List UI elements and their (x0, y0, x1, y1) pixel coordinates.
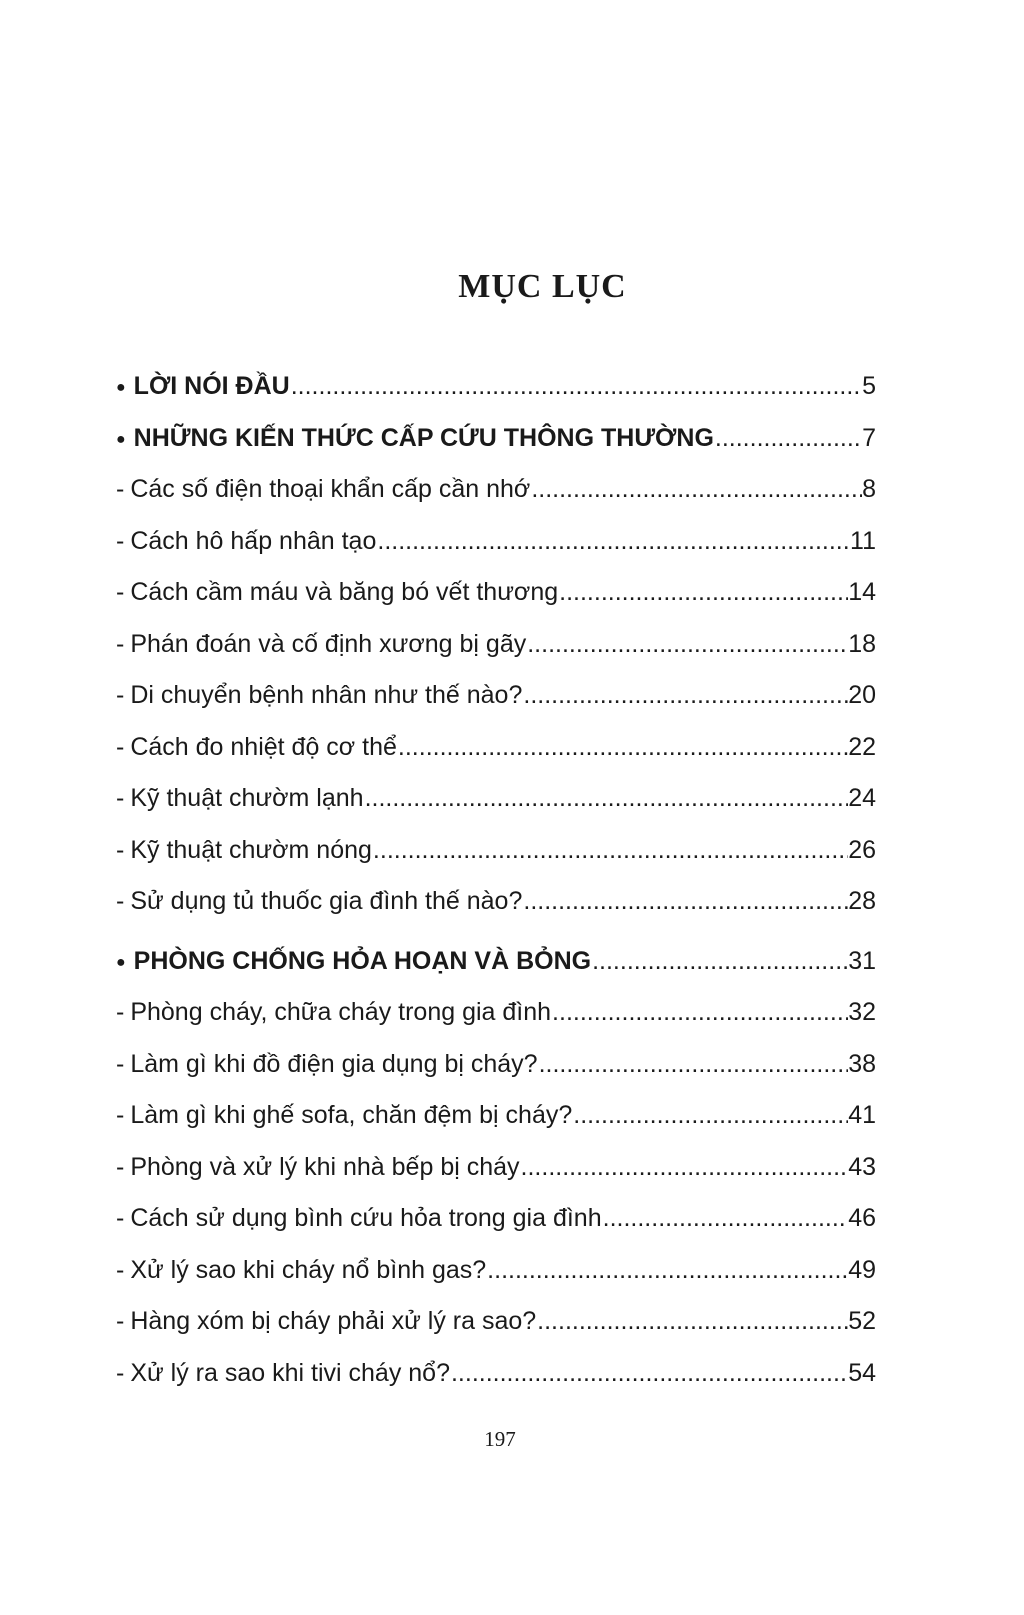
toc-label: Kỹ thuật chườm nóng (130, 835, 372, 864)
dot-leader (486, 1256, 848, 1285)
dot-leader (397, 733, 848, 762)
toc-entry (116, 475, 876, 527)
toc-entry (116, 836, 876, 888)
toc-label: Cách cầm máu và băng bó vết thương (130, 578, 559, 606)
toc-label: Xử lý ra sao khi tivi cháy nổ? (130, 1358, 450, 1387)
toc-page: 41 (848, 1101, 876, 1129)
toc-page: 14 (848, 578, 876, 606)
toc-page: 18 (848, 629, 876, 658)
toc-page: 7 (862, 423, 876, 452)
dot-leader (450, 1359, 848, 1388)
toc-label: NHỮNG KIẾN THỨC CẤP CỨU THÔNG THƯỜNG (133, 423, 714, 452)
toc-label: Cách hô hấp nhân tạo (130, 526, 377, 555)
dash-marker: - (116, 1101, 125, 1129)
toc-page: 38 (848, 1049, 876, 1078)
table-of-contents (116, 372, 876, 1410)
toc-page: 31 (848, 946, 876, 975)
toc-page: 32 (848, 998, 876, 1026)
toc-entry (116, 1256, 876, 1308)
dash-marker: - (116, 526, 125, 555)
toc-label: Phòng và xử lý khi nhà bếp bị cháy (130, 1152, 520, 1181)
toc-entry (116, 1050, 876, 1102)
dot-leader (526, 630, 848, 659)
toc-label: Làm gì khi ghế sofa, chăn đệm bị cháy? (130, 1101, 573, 1129)
toc-entry (116, 887, 876, 939)
dot-leader (602, 1204, 849, 1233)
dot-leader (364, 784, 849, 813)
dash-marker: - (116, 475, 125, 503)
toc-entry (116, 630, 876, 682)
toc-entry (116, 733, 876, 785)
toc-label: Sử dụng tủ thuốc gia đình thế nào? (130, 887, 523, 915)
dash-marker: - (116, 1255, 125, 1284)
dash-marker: - (116, 1152, 125, 1181)
dash-marker: - (116, 998, 125, 1026)
dash-marker: - (116, 681, 125, 709)
bullet-icon: ● (116, 953, 126, 971)
dash-marker: - (116, 1204, 125, 1232)
dot-leader (536, 1307, 848, 1336)
toc-label: Hàng xóm bị cháy phải xử lý ra sao? (130, 1307, 537, 1335)
toc-label: Các số điện thoại khẩn cấp cần nhớ (130, 475, 531, 503)
bullet-icon: ● (116, 430, 126, 448)
dash-marker: - (116, 578, 125, 606)
dot-leader (558, 578, 848, 607)
toc-page: 24 (848, 784, 876, 812)
toc-page: 49 (848, 1255, 876, 1284)
toc-page: 20 (848, 681, 876, 709)
toc-page: 26 (848, 835, 876, 864)
page-number: 197 (484, 1427, 516, 1451)
toc-label: PHÒNG CHỐNG HỎA HOẠN VÀ BỎNG (133, 946, 592, 975)
toc-label: Làm gì khi đồ điện gia dụng bị cháy? (130, 1049, 538, 1078)
dot-leader (714, 424, 862, 453)
toc-entry (116, 681, 876, 733)
toc-label: LỜI NÓI ĐẦU (133, 372, 290, 400)
dot-leader (551, 998, 848, 1027)
toc-section (116, 947, 876, 999)
dot-leader (290, 372, 862, 401)
toc-page: 54 (848, 1358, 876, 1387)
dash-marker: - (116, 1049, 125, 1078)
dot-leader (572, 1101, 848, 1130)
toc-entry (116, 578, 876, 630)
toc-entry (116, 527, 876, 579)
toc-entry (116, 1359, 876, 1411)
dot-leader (376, 527, 850, 556)
toc-page: 8 (862, 475, 876, 503)
dot-leader (372, 836, 848, 865)
dot-leader (522, 681, 848, 710)
toc-label: Cách sử dụng bình cứu hỏa trong gia đình (130, 1204, 602, 1232)
toc-label: Xử lý sao khi cháy nổ bình gas? (130, 1255, 487, 1284)
toc-label: Di chuyển bệnh nhân như thế nào? (130, 681, 523, 709)
toc-entry (116, 784, 876, 836)
dot-leader (520, 1153, 849, 1182)
toc-page: 28 (848, 887, 876, 915)
toc-page: 11 (850, 526, 876, 555)
dash-marker: - (116, 732, 125, 761)
page-title: MỤC LỤC (458, 268, 627, 305)
toc-page: 22 (848, 732, 876, 761)
toc-section (116, 372, 876, 424)
toc-entry (116, 1307, 876, 1359)
dash-marker: - (116, 887, 125, 915)
dash-marker: - (116, 1307, 125, 1335)
toc-page: 46 (848, 1204, 876, 1232)
dash-marker: - (116, 835, 125, 864)
dot-leader (522, 887, 848, 916)
dash-marker: - (116, 784, 125, 812)
toc-page: 52 (848, 1307, 876, 1335)
bullet-icon: ● (116, 379, 126, 396)
toc-section (116, 424, 876, 476)
dot-leader (530, 475, 862, 504)
toc-label: Cách đo nhiệt độ cơ thể (130, 732, 397, 761)
toc-entry (116, 998, 876, 1050)
dash-marker: - (116, 1358, 125, 1387)
toc-page: 5 (862, 372, 876, 400)
toc-page: 43 (848, 1152, 876, 1181)
dot-leader (538, 1050, 849, 1079)
dot-leader (591, 947, 848, 976)
toc-entry (116, 1204, 876, 1256)
toc-label: Phòng cháy, chữa cháy trong gia đình (130, 998, 552, 1026)
toc-entry (116, 1101, 876, 1153)
toc-entry (116, 1153, 876, 1205)
toc-label: Kỹ thuật chườm lạnh (130, 784, 364, 812)
dash-marker: - (116, 629, 125, 658)
toc-label: Phán đoán và cố định xương bị gãy (130, 629, 527, 658)
